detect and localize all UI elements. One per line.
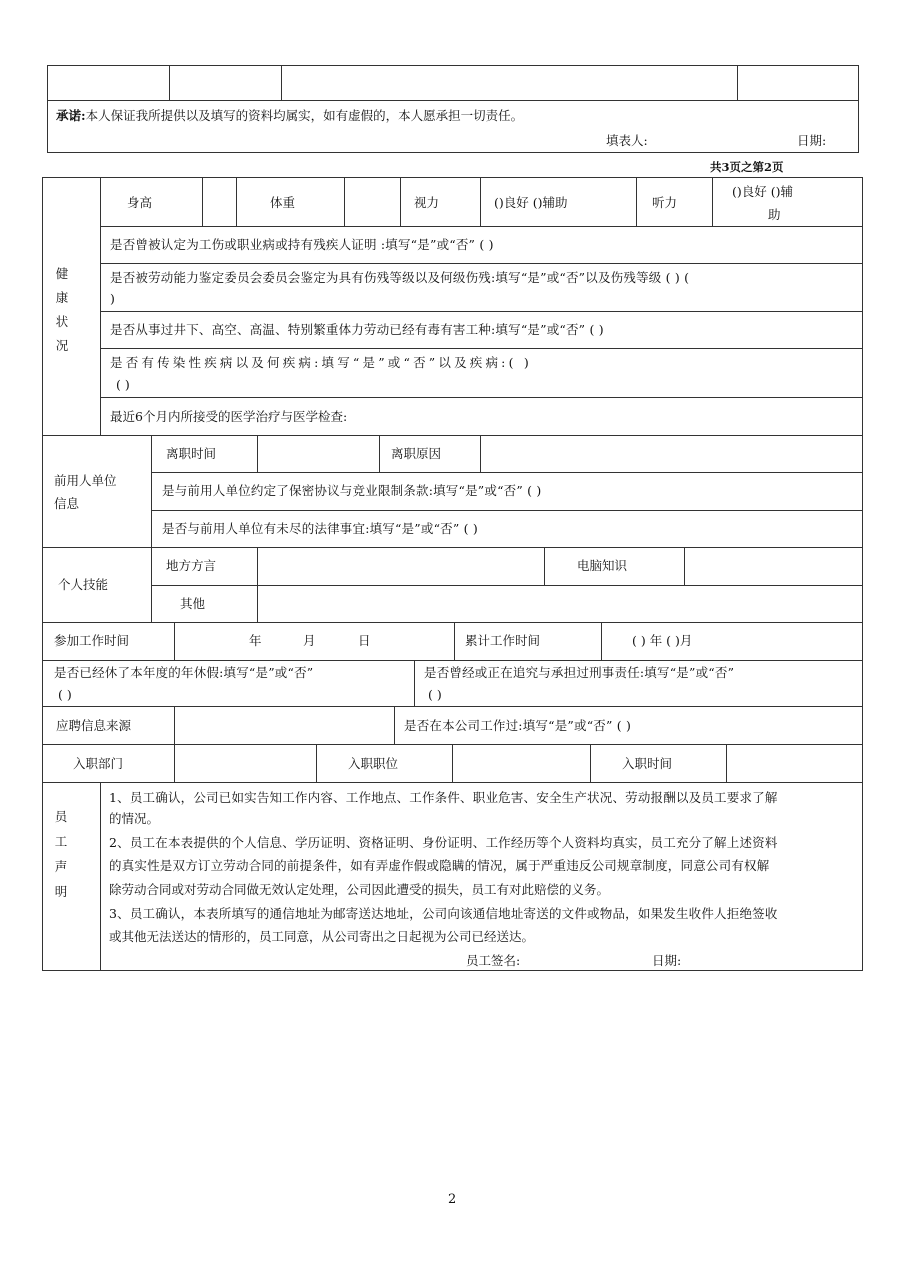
health-q5: 最近6个月内所接受的医学治疗与医学检查: [110, 409, 348, 424]
work-col-c [601, 622, 602, 660]
work-col-b [454, 622, 455, 660]
former-row-1-bottom [151, 472, 863, 473]
skills-col-b [544, 547, 545, 585]
skills-col-a [257, 547, 258, 622]
health-q3: 是否从事过井下、高空、高温、特别繁重体力劳动已经有毒有害工种:填写“是”或“否” ( ) [110, 322, 604, 337]
weight-label: 体重 [270, 195, 296, 210]
criminal-line1: 是否曾经或正在追究与承担过刑事责任:填写“是”或“否” [424, 665, 735, 680]
health-r1-col-e [480, 177, 481, 226]
health-q2-line1: 是否被劳动能力鉴定委员会委员会鉴定为具有伤残等级以及何级伤残:填写“是”或“否”以及伤残等级 ( ) ( [110, 270, 690, 285]
sep-dept-declaration [42, 782, 863, 783]
former-q-confidential: 是与前用人单位约定了保密协议与竞业限制条款:填写“是”或“否” ( ) [162, 483, 542, 498]
health-r1-col-d [400, 177, 401, 226]
work-col-a [174, 622, 175, 660]
declaration-section-label: 员工声明 [54, 809, 68, 899]
leave-col [414, 660, 415, 706]
former-r1-col-a [257, 435, 258, 472]
work-total-value: ( ) 年 ( )月 [632, 633, 693, 648]
health-row-2-bottom [100, 263, 863, 264]
dept-col-e [726, 744, 727, 782]
main-table [42, 177, 863, 971]
former-q-legal: 是否与前用人单位有未尽的法律事宜:填写“是”或“否” ( ) [162, 521, 478, 536]
sep-work-leave [42, 660, 863, 661]
health-row-1-bottom [100, 226, 863, 227]
former-section-label-2: 信息 [54, 496, 80, 511]
entry-time-label: 入职时间 [622, 756, 673, 771]
health-q4-line2: ( ) [116, 377, 130, 392]
health-r1-col-a [202, 177, 203, 226]
dept-col-a [174, 744, 175, 782]
other-label: 其他 [180, 596, 206, 611]
sep-skills-work [42, 622, 863, 623]
top-table-col-3 [737, 65, 738, 100]
signature-label: 员工签名: [466, 953, 521, 968]
former-label-col [151, 435, 152, 547]
dept-col-c [452, 744, 453, 782]
criminal-line2: ( ) [428, 687, 442, 702]
health-r1-col-f [636, 177, 637, 226]
annual-leave-line2: ( ) [58, 687, 72, 702]
health-row-3-bottom [100, 311, 863, 312]
dialect-label: 地方方言 [166, 558, 217, 573]
leave-time-label: 离职时间 [166, 446, 217, 461]
work-day-unit: 日 [358, 633, 371, 648]
pledge-text: 本人保证我所提供以及填写的资料均属实，如有虚假的，本人愿承担一切责任。 [85, 108, 524, 123]
work-total-label: 累计工作时间 [465, 633, 541, 648]
page-counter: 共3页之第2页 [710, 160, 784, 174]
health-q1: 是否曾被认定为工伤或职业病或持有残疾人证明 :填写“是”或“否” ( ) [110, 237, 494, 252]
declaration-p3-line2: 或其他无法送达的情形的，员工同意，从公司寄出之日起视为公司已经送达。 [109, 929, 535, 944]
sep-leave-source [42, 706, 863, 707]
source-col-a [174, 706, 175, 744]
former-row-2-bottom [151, 510, 863, 511]
source-label: 应聘信息来源 [56, 718, 132, 733]
top-date-label: 日期: [797, 133, 827, 148]
declaration-p1-line2: 的情况。 [109, 811, 160, 826]
dept-col-b [316, 744, 317, 782]
declaration-p1-line1: 1、员工确认，公司已如实告知工作内容、工作地点、工作条件、职业危害、安全生产状况、劳动报酬以及员工要求了解 [109, 790, 778, 805]
annual-leave-line1: 是否已经休了本年度的年休假:填写“是”或“否” [54, 665, 314, 680]
health-r1-col-c [344, 177, 345, 226]
pledge-label: 承诺: [56, 108, 86, 123]
declaration-date-label: 日期: [652, 953, 682, 968]
work-month-unit: 月 [303, 633, 316, 648]
declaration-p2-line2: 的真实性是双方订立劳动合同的前提条件，如有弄虚作假或隐瞒的情况，属于严重违反公司规章制度，同意公司有权解 [109, 858, 770, 873]
declaration-p2-line3: 除劳动合同或对劳动合同做无效认定处理，公司因此遭受的损失，员工有对此赔偿的义务。 [109, 882, 610, 897]
health-r1-col-g [712, 177, 713, 226]
work-year-unit: 年 [249, 633, 262, 648]
health-q4-line1: 是否有传染性疾病以及何疾病:填写“是”或“否”以及疾病:( ) [110, 355, 532, 370]
former-r1-col-c [480, 435, 481, 472]
health-row-5-bottom [100, 397, 863, 398]
vision-options: ()良好 ()辅助 [494, 195, 568, 210]
vision-label: 视力 [414, 195, 440, 210]
position-label: 入职职位 [348, 756, 399, 771]
dept-label: 入职部门 [73, 756, 124, 771]
sep-health-former [42, 435, 863, 436]
health-section-label: 健康状况 [55, 266, 69, 353]
top-table-col-1 [169, 65, 170, 100]
height-label: 身高 [127, 195, 153, 210]
sep-former-skills [42, 547, 863, 548]
page-number: 2 [448, 1192, 457, 1207]
health-r1-col-b [236, 177, 237, 226]
declaration-p2-line1: 2、员工在本表提供的个人信息、学历证明、资格证明、身份证明、工作经历等个人资料均真实，员工充分了解上述资料 [109, 835, 778, 850]
work-start-label: 参加工作时间 [54, 633, 130, 648]
source-col-b [394, 706, 395, 744]
skills-col-c [684, 547, 685, 585]
dept-col-d [590, 744, 591, 782]
skills-section-label: 个人技能 [58, 577, 109, 592]
declaration-label-col [100, 782, 101, 971]
health-q2-line2: ) [110, 291, 115, 306]
leave-reason-label: 离职原因 [391, 446, 442, 461]
former-r1-col-b [379, 435, 380, 472]
filler-label: 填表人: [606, 133, 648, 148]
top-table-divider [47, 100, 859, 101]
declaration-p3-line1: 3、员工确认，本表所填写的通信地址为邮寄送达地址，公司向该通信地址寄送的文件或物品，如果发生收件人拒绝签收 [109, 906, 778, 921]
hearing-label: 听力 [652, 195, 678, 210]
worked-here-question: 是否在本公司工作过:填写“是”或“否” ( ) [404, 718, 632, 733]
health-row-4-bottom [100, 348, 863, 349]
former-section-label-1: 前用人单位 [54, 473, 117, 488]
computer-label: 电脑知识 [577, 558, 628, 573]
pledge-line [56, 108, 523, 124]
hearing-options-line1: ()良好 ()辅 [732, 184, 793, 199]
hearing-options-line2: 助 [768, 207, 781, 222]
top-table-col-2 [281, 65, 282, 100]
